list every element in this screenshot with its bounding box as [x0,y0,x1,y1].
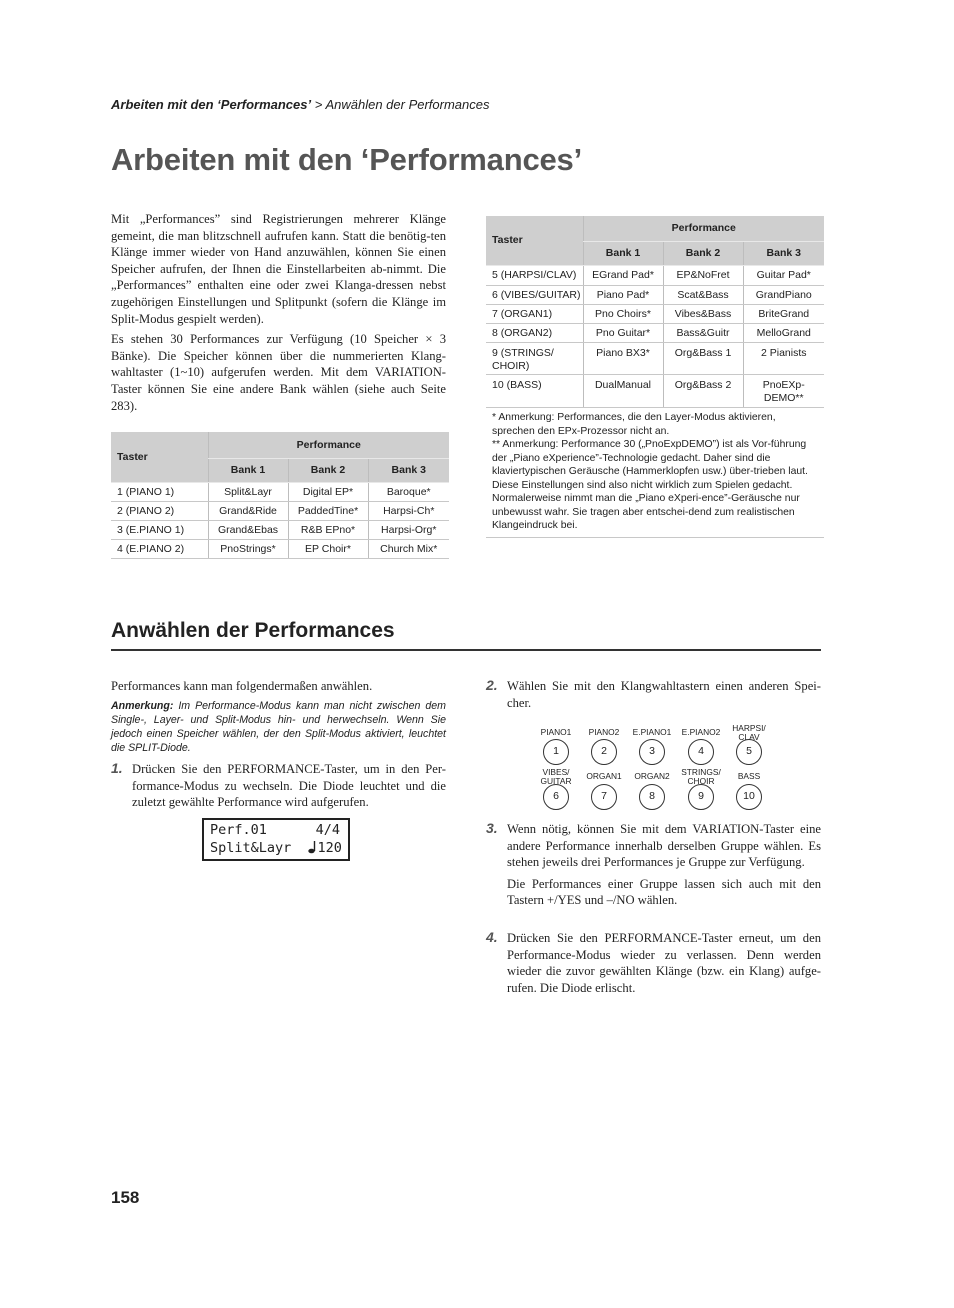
header-taster: Taster [486,216,583,265]
table-cell: 8 (ORGAN2) [486,323,583,342]
table-row [486,304,824,323]
remark [111,699,446,756]
button-label: E.PIANO2 [681,727,721,737]
button-label: E.PIANO1 [632,727,672,737]
step-number: 1. [111,760,123,776]
table-cell: Guitar Pad* [743,265,824,285]
step-number: 3. [486,820,498,836]
selector-button-4[interactable]: 4 [688,739,714,765]
header-bank-3: Bank 3 [368,458,449,482]
table-cell: Baroque* [368,482,449,501]
step-text: Wählen Sie mit den Klangwahltastern einen anderen Spei-cher. [507,679,821,710]
table-cell: 1 (PIANO 1) [111,482,208,501]
performance-table-left [111,432,449,559]
sound-selector-panel [526,722,776,817]
table-cell: Harpsi-Org* [368,520,449,539]
step-text: Wenn nötig, können Sie mit dem VARIATION-Taster eine andere Performance innerhalb derselben Gruppe wählen. Es stehen jeweils drei Performances je Gruppe zur Verfügung. [507,822,821,870]
selector-button-3[interactable]: 3 [639,739,665,765]
header-bank-1: Bank 1 [208,458,288,482]
table-cell: R&B EPno* [288,520,368,539]
step-text: Drücken Sie den PERFORMANCE-Taster erneut, um den Performance-Modus wieder zu verlassen. Denn werden wieder die zuvor gewählten Klänge (bzw. ein Klang) aufge-rufen. Die Diode erlischt. [507,931,821,995]
table-notes [492,411,818,533]
table-cell: 10 (BASS) [486,374,583,407]
table-cell: GrandPiano [743,285,824,304]
breadcrumb-section: Arbeiten mit den ‘Performances’ [111,97,312,112]
table-cell: EGrand Pad* [583,265,663,285]
performance-table-right [486,216,824,408]
lcd-line-2-text: Split&Layr [210,839,308,856]
breadcrumb-separator: > [311,97,326,112]
table-cell: 7 (ORGAN1) [486,304,583,323]
table-cell: Split&Layr [208,482,288,501]
selector-button-5[interactable]: 5 [736,739,762,765]
section2-intro: Performances kann man folgendermaßen anwählen. [111,679,373,693]
page-number: 158 [111,1188,140,1207]
button-label: VIBES/ GUITAR [540,767,572,786]
button-label: BASS [737,771,761,781]
table-cell: Pno Choirs* [583,304,663,323]
table-row [486,285,824,304]
table-row [486,342,824,374]
quarter-note-icon [308,840,317,854]
table-cell: Digital EP* [288,482,368,501]
step-text-extra: Die Performances einer Gruppe lassen sich auch mit den Tastern +/YES und –/NO wählen. [507,876,821,908]
table-cell: PaddedTine* [288,501,368,520]
section-title: Anwählen der Performances [111,619,395,642]
table-row [486,374,824,407]
table-cell: Church Mix* [368,539,449,558]
table-cell: PnoEXp-DEMO** [743,374,824,407]
table-cell: Grand&Ride [208,501,288,520]
table-cell: 4 (E.PIANO 2) [111,539,208,558]
table-row [111,482,449,501]
selector-button-9[interactable]: 9 [688,784,714,810]
step-number: 4. [486,929,498,945]
selector-button-8[interactable]: 8 [639,784,665,810]
table-cell: 2 Pianists [743,342,824,374]
intro-paragraph: Es stehen 30 Performances zur Verfügung (10 Speicher × 3 Bänke). Die Speicher können über die nummerierten Klang-wahltaster (1~10) aufgerufen werden. Mit dem VARIATION-Taster können Sie eine andere Bank wählen (siehe auch Seite 283). [111,332,446,413]
table-cell: Piano BX3* [583,342,663,374]
intro-text [111,211,446,414]
breadcrumb [111,97,490,112]
table-row [111,520,449,539]
table-cell: Scat&Bass [663,285,743,304]
table-cell: Bass&Guitr [663,323,743,342]
selector-button-1[interactable]: 1 [543,739,569,765]
table-cell: 9 (STRINGS/ CHOIR) [486,342,583,374]
button-label: PIANO2 [588,727,620,737]
selector-button-7[interactable]: 7 [591,784,617,810]
note-single: * Anmerkung: Performances, die den Layer-Modus aktivieren, sprechen den EPx-Prozessor nicht an. [492,412,776,437]
selector-button-10[interactable]: 10 [736,784,762,810]
table-cell: Vibes&Bass [663,304,743,323]
remark-text: Im Performance-Modus kann man nicht zwischen dem Single-, Layer- und Split-Modus hin- und herwechseln. Wenn Sie jedoch einen Speicher wählen, der den Split-Modus aktiviert, leuchtet die SPLIT-Diode. [111,699,446,755]
button-label: ORGAN2 [634,771,670,781]
section2-left [111,678,446,755]
section-rule [111,649,821,651]
table-cell: DualManual [583,374,663,407]
remark-label: Anmerkung: [111,699,174,712]
button-label: PIANO1 [540,727,572,737]
table-cell: Org&Bass 1 [663,342,743,374]
header-bank-1: Bank 1 [583,241,663,265]
header-performance: Performance [583,216,824,241]
step-3-content [507,821,821,909]
selector-button-6[interactable]: 6 [543,784,569,810]
table-cell: 5 (HARPSI/CLAV) [486,265,583,285]
table-cell: PnoStrings* [208,539,288,558]
note-double: ** Anmerkung: Performance 30 („PnoExpDEMO”) ist als Vor-führung der „Piano eXperience”-Technologie gedacht. Daher sind die klaviertypischen Geräusche (Hammerklopfen usw.) über-trieben laut. Diese Einstellungen sind also nicht wirklich zum Spielen gedacht. Normalerweise nimmt man die „Piano eXperi-ence”-Geräusche nur unbewusst wahr. Sie tragen aber entschei-dend zum realistischen Klangeindruck bei. [492,439,808,531]
header-bank-2: Bank 2 [663,241,743,265]
table-cell: Harpsi-Ch* [368,501,449,520]
button-label: ORGAN1 [586,771,622,781]
table-cell: 2 (PIANO 2) [111,501,208,520]
table-cell: Org&Bass 2 [663,374,743,407]
breadcrumb-current: Anwählen der Performances [325,97,490,112]
table-row [486,323,824,342]
lcd-tempo: 120 [317,839,342,856]
table-cell: Grand&Ebas [208,520,288,539]
header-performance: Performance [208,432,449,458]
step-number: 2. [486,677,498,693]
intro-paragraph: Mit „Performances” sind Registrierungen mehrerer Klänge gemeint, die man blitzschnell aufrufen kann. Statt die benötig-ten Klänge immer wieder von Hand anzuwählen, können Sie einen Speicher aufrufen, der Ihnen die Einstellarbeiten ab-nimmt. Die „Performances” enthalten eine oder zwei Klanga-dressen nebst zugehörigen Einstellungen und Splitpunkt (sofern die Klänge im Split-Modus gespielt werden). [111,212,446,326]
table-cell: EP&NoFret [663,265,743,285]
table-row [111,539,449,558]
table-cell: MelloGrand [743,323,824,342]
table-cell: Piano Pad* [583,285,663,304]
lcd-display [202,818,350,861]
page-title: Arbeiten mit den ‘Performances’ [111,142,582,177]
button-label: HARPSI/ CLAV [732,723,766,742]
table-cell: 6 (VIBES/GUITAR) [486,285,583,304]
selector-button-2[interactable]: 2 [591,739,617,765]
lcd-line-1: Perf.01 4/4 [210,822,341,838]
notes-divider [486,537,824,538]
table-cell: 3 (E.PIANO 1) [111,520,208,539]
header-bank-2: Bank 2 [288,458,368,482]
table-row [111,501,449,520]
table-cell: BriteGrand [743,304,824,323]
table-cell: Pno Guitar* [583,323,663,342]
table-cell: EP Choir* [288,539,368,558]
header-taster: Taster [111,432,208,482]
button-label: STRINGS/ CHOIR [681,767,721,786]
header-bank-3: Bank 3 [743,241,824,265]
table-row [486,265,824,285]
step-text: Drücken Sie den PERFORMANCE-Taster, um in den Per-formance-Modus zu wechseln. Die Diode leuchtet und die zuletzt gewählte Performance wird aufgerufen. [132,762,446,810]
